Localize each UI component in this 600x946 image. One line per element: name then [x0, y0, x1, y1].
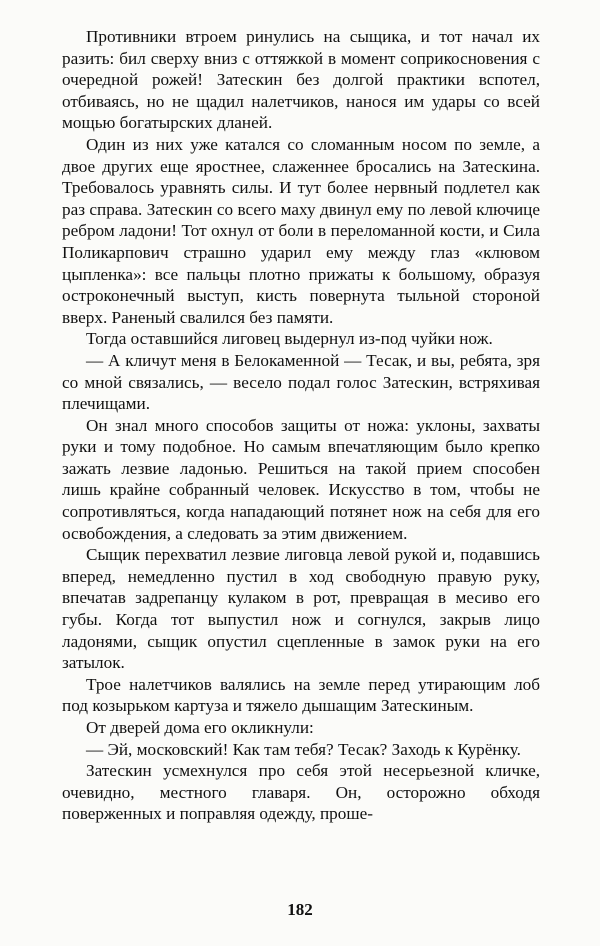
page-number: 182: [287, 900, 313, 919]
paragraph-9: — Эй, московский! Как там тебя? Тесак? Заходь к Курёнку.: [86, 739, 521, 759]
paragraph-7: Трое налетчиков валялись на земле перед утирающим лоб под козырьком картуза и тяжело дышащим Затескиным.: [62, 674, 540, 716]
paragraph-4: — А кличут меня в Белокаменной — Тесак, и вы, ребята, зря со мной связались, — весело подал голос Затескин, встряхивая плечищами.: [62, 350, 540, 414]
paragraph-8: От дверей дома его окликнули:: [86, 718, 314, 737]
paragraph-2: Один из них уже катался со сломанным носом по земле, а двое других еще яростнее, слаженнее бросались на Затескина. Требовалось уравнять силы. И тут более нервный подлетел как раз справа. Затескин со всего маху двинул ему по левой ключице ребром ладони! Тот охнул от боли в переломанной кости, и Сила Поликарпович страшно ударил ему между глаз «клювом цыпленка»: все пальцы плотно прижаты к большому, образуя остроконечный выступ, кисть повернута тыльной стороной вверх. Раненый свалился без памяти.: [62, 134, 540, 327]
paragraph-10: Затескин усмехнулся про себя этой несерьезной кличке, очевидно, местного главаря. Он, осторожно обходя поверженных и поправляя одежду, проше-: [62, 761, 540, 824]
paragraph-6: Сыщик перехватил лезвие лиговца левой рукой и, подавшись вперед, немедленно пустил в ход свободную правую руку, впечатав задрепанцу кулаком в рот, превращая в месиво его губы. Когда тот выпустил нож и согнулся, закрыв лицо ладонями, сыщик опустил сцепленные в замок руки на его затылок.: [62, 545, 540, 673]
paragraph-1: Противники втроем ринулись на сыщика, и тот начал их разить: бил сверху вниз с оттяжкой в момент соприкосновения с очередной рожей! Затескин без долгой практики вспотел, отбиваясь, но не щадил налетчиков, нанося им удары со всей мощью богатырских дланей.: [62, 27, 540, 133]
body-text: [62, 26, 540, 825]
paragraph-5: Он знал много способов защиты от ножа: уклоны, захваты руки и тому подобное. Но самым впечатляющим было крепко зажать лезвие ладонью. Решиться на такой прием способен лишь крайне собранный человек. Искусство в том, чтобы не сопротивляться, когда нападающий потянет нож на себя для его освобождения, а следовать за этим движением.: [62, 415, 540, 543]
paragraph-3: Тогда оставшийся лиговец выдернул из-под чуйки нож.: [86, 329, 493, 349]
